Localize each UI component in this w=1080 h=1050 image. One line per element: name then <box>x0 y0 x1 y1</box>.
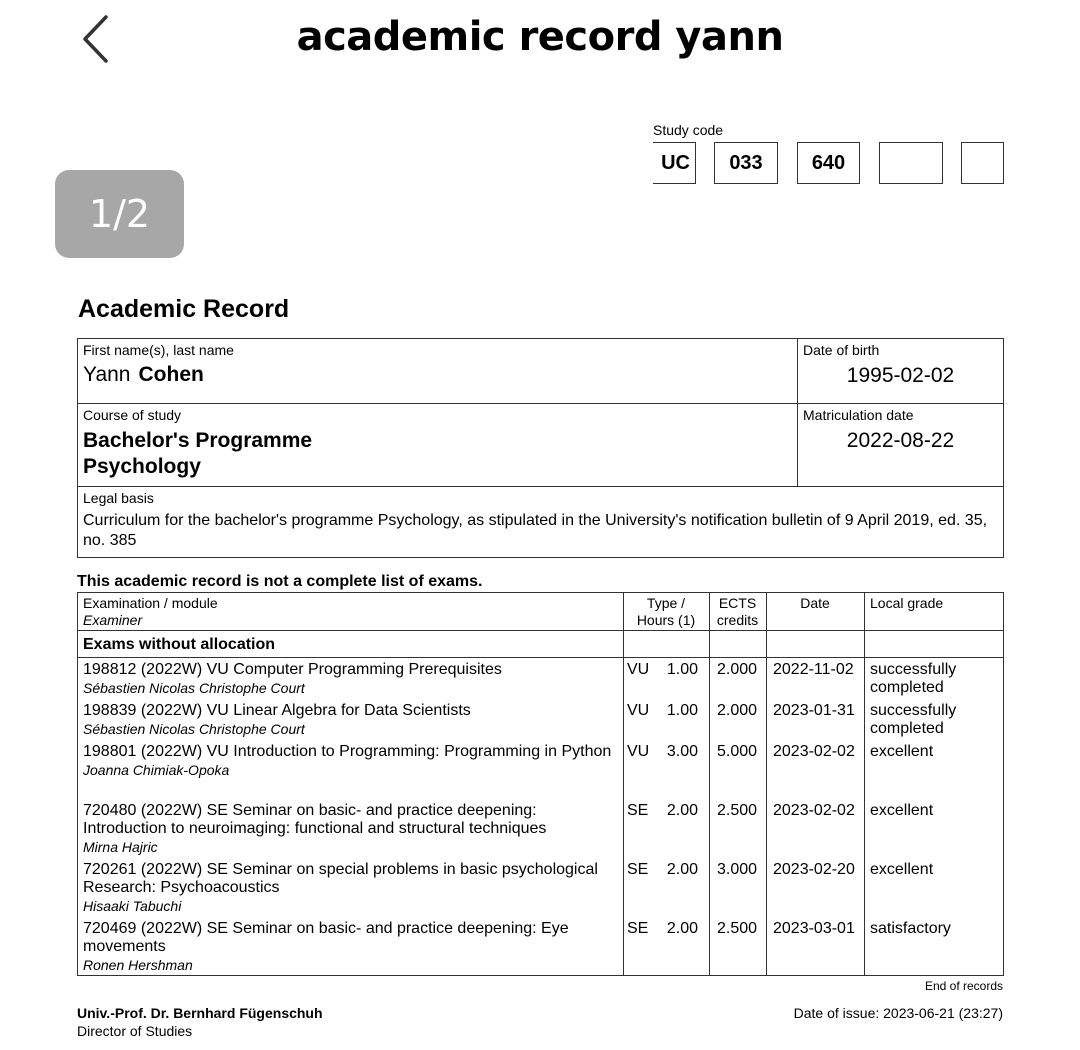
course-cell <box>78 404 798 487</box>
group-rule <box>78 657 1003 658</box>
exam-examiner: Hisaaki Tabuchi <box>83 898 182 914</box>
dob-label: Date of birth <box>803 342 880 358</box>
exam-hours: 2.00 <box>666 920 698 937</box>
issue-date: Date of issue: 2023-06-21 (23:27) <box>793 1005 1003 1021</box>
legal-basis-text: Curriculum for the bachelor's programme Psychology, as stipulated in the University's notification bulletin of 9 April 2019, ed. 35, no. 385 <box>83 512 988 549</box>
exam-title-text: 720480 (2022W) SE Seminar on basic- and practice deepening: Introduction to neuroimaging: functional and structural techniques <box>83 802 547 837</box>
exam-grade: excellent <box>870 743 934 760</box>
matriculation-value: 2022-08-22 <box>846 429 955 452</box>
ects-header <box>709 595 766 629</box>
exam-type: SE <box>627 920 649 937</box>
exam-grade: successfully completed <box>870 702 957 737</box>
examiner-header-text: Examiner <box>83 612 143 628</box>
exam-grade: successfully completed <box>870 661 957 696</box>
column-divider <box>623 593 624 975</box>
exam-ects: 3.000 <box>717 861 758 878</box>
exam-ects: 2.500 <box>717 920 758 937</box>
page-indicator[interactable]: 1/2 <box>55 170 184 258</box>
exam-ects: 2.000 <box>717 702 758 719</box>
exam-title <box>83 802 623 856</box>
last-name: Cohen <box>138 363 204 386</box>
type-header <box>623 595 709 629</box>
type-header-line1: Type / <box>646 595 686 611</box>
module-header-text: Examination / module <box>83 595 218 611</box>
exam-grade: satisfactory <box>870 920 951 937</box>
exam-date: 2023-02-02 <box>773 802 855 819</box>
exam-title-text: 720261 (2022W) SE Seminar on special problems in basic psychological Research: Psychoacoustics <box>83 861 598 896</box>
course-label: Course of study <box>83 407 182 423</box>
incomplete-notice: This academic record is not a complete list of exams. <box>77 573 483 590</box>
exam-examiner: Sébastien Nicolas Christophe Court <box>83 680 305 696</box>
matriculation-cell <box>798 404 1003 487</box>
exam-date: 2023-01-31 <box>773 702 855 719</box>
exam-hours: 2.00 <box>666 861 698 878</box>
exam-type: SE <box>627 861 649 878</box>
column-divider <box>766 593 767 975</box>
end-of-records: End of records <box>924 979 1003 993</box>
exam-hours: 3.00 <box>666 743 698 760</box>
exam-type: VU <box>627 743 650 760</box>
study-code-box <box>961 142 1004 184</box>
exam-title <box>83 702 623 738</box>
exam-date: 2022-11-02 <box>773 661 854 678</box>
name-label: First name(s), last name <box>83 342 234 358</box>
exam-title <box>83 861 623 915</box>
exam-type: SE <box>627 802 649 819</box>
student-name <box>83 363 204 387</box>
exam-grade: excellent <box>870 802 934 819</box>
date-header: Date <box>800 595 830 611</box>
column-divider <box>864 593 865 975</box>
exam-examiner: Ronen Hershman <box>83 957 193 973</box>
exam-title-text: 198812 (2022W) VU Computer Programming Prerequisites <box>83 661 502 678</box>
type-header-line2: Hours (1) <box>636 612 696 628</box>
exam-examiner: Joanna Chimiak-Opoka <box>83 762 230 778</box>
personal-info-box <box>77 338 1004 558</box>
dob-cell <box>798 339 1003 404</box>
ects-header-line2: credits <box>716 612 759 628</box>
module-header <box>83 595 218 629</box>
course-line-1: Bachelor's Programme <box>83 429 313 452</box>
study-code-box: 640 <box>797 142 860 184</box>
study-code-box: 033 <box>714 142 778 184</box>
exam-date: 2023-02-02 <box>773 743 855 760</box>
exam-type: VU <box>627 661 650 678</box>
exam-grade: excellent <box>870 861 934 878</box>
exam-date: 2023-03-01 <box>773 920 855 937</box>
page-title: academic record yann <box>296 14 784 60</box>
exam-ects: 5.000 <box>717 743 758 760</box>
grade-header: Local grade <box>870 595 944 611</box>
first-name: Yann <box>83 363 131 386</box>
exam-hours: 1.00 <box>666 661 698 678</box>
ects-header-line1: ECTS <box>718 595 757 611</box>
column-divider <box>709 593 710 975</box>
exam-title-text: 198839 (2022W) VU Linear Algebra for Data Scientists <box>83 702 471 719</box>
director-role: Director of Studies <box>77 1023 193 1039</box>
exam-title <box>83 920 623 974</box>
study-code-box: UC <box>653 142 696 184</box>
director-name: Univ.-Prof. Dr. Bernhard Fügenschuh <box>77 1005 323 1021</box>
header-rule <box>78 630 1003 631</box>
exam-type: VU <box>627 702 650 719</box>
course-value <box>83 428 312 480</box>
exam-examiner: Sébastien Nicolas Christophe Court <box>83 721 305 737</box>
exam-examiner: Mirna Hajric <box>83 839 158 855</box>
matriculation-label: Matriculation date <box>803 407 914 423</box>
exam-hours: 2.00 <box>666 802 698 819</box>
exam-ects: 2.500 <box>717 802 758 819</box>
legal-basis-label: Legal basis <box>83 490 154 506</box>
document-heading: Academic Record <box>78 295 290 323</box>
exam-date: 2023-02-20 <box>773 861 855 878</box>
exam-title-text: 198801 (2022W) VU Introduction to Programming: Programming in Python <box>83 743 612 760</box>
dob-value: 1995-02-02 <box>846 364 955 387</box>
exams-table <box>77 592 1004 976</box>
study-code-box <box>879 142 943 184</box>
exam-title <box>83 743 623 779</box>
exam-hours: 1.00 <box>666 702 698 719</box>
legal-basis-cell <box>78 487 1003 557</box>
exam-ects: 2.000 <box>717 661 758 678</box>
exam-title-text: 720469 (2022W) SE Seminar on basic- and practice deepening: Eye movements <box>83 920 569 955</box>
study-code-label: Study code <box>653 122 724 138</box>
exam-title <box>83 661 623 697</box>
course-line-2: Psychology <box>83 455 201 478</box>
name-cell <box>78 339 798 404</box>
group-title: Exams without allocation <box>83 636 276 653</box>
